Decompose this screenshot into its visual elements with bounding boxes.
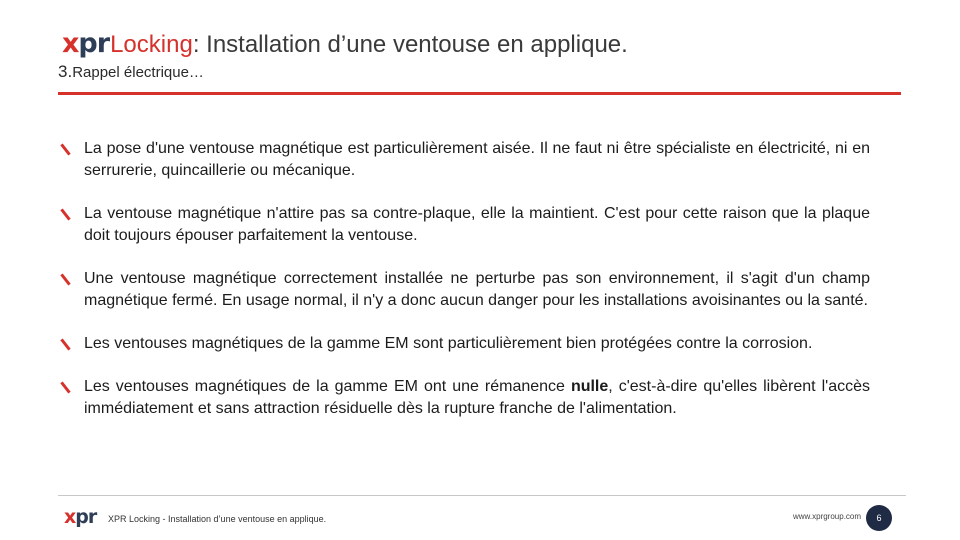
list-item — [62, 203, 870, 247]
footer-logo-pr: pr — [75, 506, 97, 528]
list-item — [62, 376, 870, 420]
bullet-text: La pose d'une ventouse magnétique est particulièrement aisée. Il ne faut ni être spécialiste en électricité, ni en serrurerie, quincaillerie ou mécanique. — [84, 140, 870, 179]
bullet-slash-icon — [60, 208, 70, 220]
footer-caption: XPR Locking - Installation d’une ventouse en applique. — [108, 514, 327, 524]
section-subtitle — [58, 62, 204, 82]
xpr-logo — [62, 28, 109, 59]
header-divider — [58, 92, 901, 95]
bullet-text-before: Les ventouses magnétiques de la gamme EM ont une rémanence — [84, 378, 571, 395]
section-number: 3. — [58, 62, 73, 81]
logo-x-letter: x — [62, 28, 79, 59]
footer-logo-x: x — [64, 506, 76, 528]
section-text: Rappel électrique… — [72, 64, 204, 81]
footer-url: www.xprgroup.com — [793, 512, 862, 521]
page-title: : Installation d’une ventouse en applique. — [192, 31, 628, 58]
bullet-text: La ventouse magnétique n'attire pas sa contre-plaque, elle la maintient. C'est pour cette raison que la plaque doit toujours épouser parfaitement la ventouse. — [84, 205, 870, 244]
footer-xpr-logo — [64, 506, 96, 528]
list-item — [62, 333, 870, 355]
bullet-slash-icon — [60, 381, 70, 393]
bullet-text-bold: nulle — [570, 378, 609, 395]
logo-pr-letters: pr — [78, 28, 110, 59]
bullet-list — [62, 138, 870, 441]
bullet-text-after: , c'est-à-dire qu'elles libèrent l'accès immédiatement et sans attraction résiduelle dès la rupture franche de l'alimentation. — [84, 378, 870, 417]
bullet-slash-icon — [60, 273, 70, 285]
bullet-slash-icon — [60, 143, 70, 155]
bullet-slash-icon — [60, 338, 70, 350]
list-item — [62, 138, 870, 182]
page-number-badge: 6 — [866, 505, 892, 531]
bullet-text: Une ventouse magnétique correctement installée ne perturbe pas son environnement, il s'agit d'un champ magnétique fermé. En usage normal, il n'y a donc aucun danger pour les installations avoisinantes ou la santé. — [84, 270, 870, 309]
bullet-text: Les ventouses magnétiques de la gamme EM sont particulièrement bien protégées contre la corrosion. — [84, 335, 813, 352]
header — [62, 28, 628, 62]
locking-wordmark: Locking — [110, 31, 193, 58]
list-item — [62, 268, 870, 312]
footer-divider — [58, 495, 906, 496]
